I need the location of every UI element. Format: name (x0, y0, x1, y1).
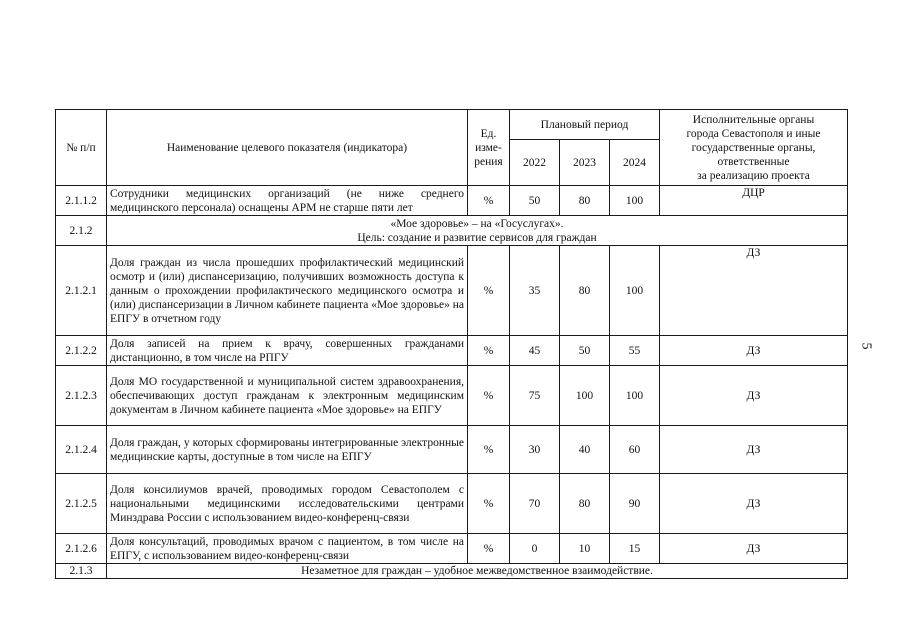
header-unit: Ед. изме- рения (468, 110, 510, 186)
row-name: Доля граждан из числа прошедших профилактический медицинский осмотр и (или) диспансеризацию, получивших возможность доступа к данным о прохождении профилактического медицинского осмотра и (или) диспансеризации в Личном кабинете пациента «Мое здоровье» на ЕПГУ в отчетном году (107, 246, 468, 336)
row-2022: 70 (510, 474, 560, 534)
row-2022: 75 (510, 366, 560, 426)
row-2024: 60 (610, 426, 660, 474)
row-executor: ДЗ (660, 246, 848, 336)
row-num: 2.1.2.6 (56, 534, 107, 564)
table-row (56, 426, 848, 474)
section-title: «Мое здоровье» – на «Госуслугах». Цель: создание и развитие сервисов для граждан (107, 216, 848, 246)
section-title: Незаметное для граждан – удобное межведомственное взаимодействие. (107, 564, 848, 579)
row-num: 2.1.1.2 (56, 186, 107, 216)
indicator-table (55, 109, 848, 579)
table-row (56, 534, 848, 564)
header-year-2022: 2022 (510, 140, 560, 186)
row-unit: % (468, 246, 510, 336)
row-2022: 0 (510, 534, 560, 564)
table-row (56, 474, 848, 534)
row-2023: 80 (560, 246, 610, 336)
row-name: Доля консилиумов врачей, проводимых городом Севастополем с национальными медицинскими исследовательскими центрами Минздрава России с использованием видео-конференц-связи (107, 474, 468, 534)
section-num: 2.1.3 (56, 564, 107, 579)
table-row (56, 246, 848, 336)
row-unit: % (468, 366, 510, 426)
row-num: 2.1.2.3 (56, 366, 107, 426)
row-executor: ДЗ (660, 336, 848, 366)
row-num: 2.1.2.2 (56, 336, 107, 366)
row-executor: ДЗ (660, 474, 848, 534)
page-number: 5 (858, 342, 874, 350)
table-row (56, 366, 848, 426)
row-2022: 45 (510, 336, 560, 366)
row-2023: 80 (560, 474, 610, 534)
row-2023: 100 (560, 366, 610, 426)
row-unit: % (468, 336, 510, 366)
row-2024: 90 (610, 474, 660, 534)
row-unit: % (468, 474, 510, 534)
row-name: Доля консультаций, проводимых врачом с пациентом, в том числе на ЕПГУ, с использованием видео-конференц-связи (107, 534, 468, 564)
row-2024: 100 (610, 366, 660, 426)
row-2023: 50 (560, 336, 610, 366)
row-name: Доля МО государственной и муниципальной систем здравоохранения, обеспечивающих доступ гражданам к электронным медицинским документам в Личном кабинете пациента «Мое здоровье» на ЕПГУ (107, 366, 468, 426)
section-row (56, 564, 848, 579)
row-num: 2.1.2.5 (56, 474, 107, 534)
row-unit: % (468, 426, 510, 474)
row-2023: 40 (560, 426, 610, 474)
row-2024: 100 (610, 246, 660, 336)
row-2022: 35 (510, 246, 560, 336)
row-2024: 55 (610, 336, 660, 366)
row-num: 2.1.2.4 (56, 426, 107, 474)
row-executor: ДЦР (660, 186, 848, 216)
row-2023: 10 (560, 534, 610, 564)
row-unit: % (468, 534, 510, 564)
row-executor: ДЗ (660, 534, 848, 564)
section-row (56, 216, 848, 246)
row-2022: 50 (510, 186, 560, 216)
row-num: 2.1.2.1 (56, 246, 107, 336)
section-num: 2.1.2 (56, 216, 107, 246)
header-plan-period: Плановый период (510, 110, 660, 140)
header-year-2023: 2023 (560, 140, 610, 186)
row-name: Сотрудники медицинских организаций (не ниже среднего медицинского персонала) оснащены АРМ не старше пяти лет (107, 186, 468, 216)
row-name: Доля граждан, у которых сформированы интегрированные электронные медицинские карты, доступные в том числе на ЕПГУ (107, 426, 468, 474)
table-row (56, 186, 848, 216)
header-name: Наименование целевого показателя (индикатора) (107, 110, 468, 186)
row-2024: 15 (610, 534, 660, 564)
row-2024: 100 (610, 186, 660, 216)
row-2023: 80 (560, 186, 610, 216)
header-executors: Исполнительные органы города Севастополя и иные государственные органы, ответственные за реализацию проекта (660, 110, 848, 186)
row-executor: ДЗ (660, 366, 848, 426)
header-num: № п/п (56, 110, 107, 186)
row-unit: % (468, 186, 510, 216)
row-2022: 30 (510, 426, 560, 474)
row-name: Доля записей на прием к врачу, совершенных гражданами дистанционно, в том числе на РПГУ (107, 336, 468, 366)
table-row (56, 336, 848, 366)
header-year-2024: 2024 (610, 140, 660, 186)
row-executor: ДЗ (660, 426, 848, 474)
